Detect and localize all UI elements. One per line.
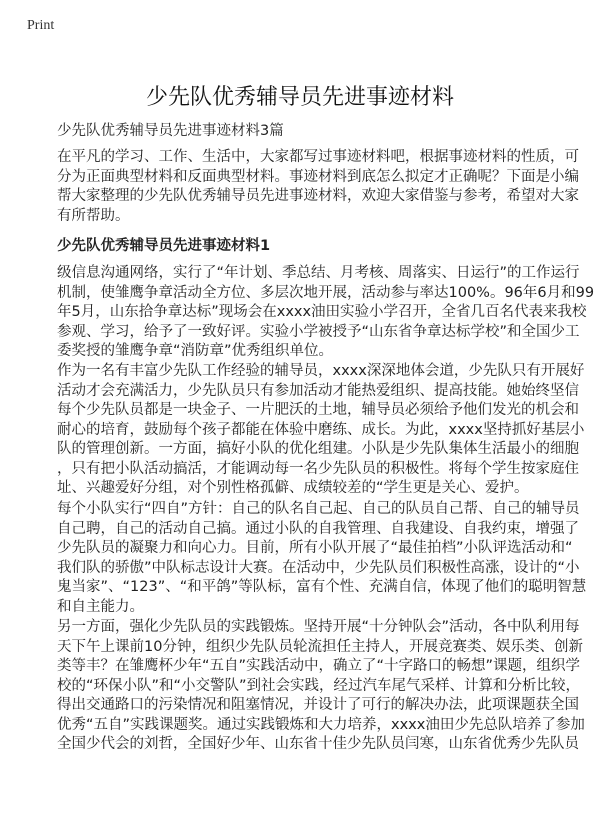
text-line: 少先队员的凝聚力和向心力。目前，所有小队开展了“最佳拍档”小队评选活动和“: [57, 540, 573, 556]
text-line: 分为正面典型材料和反面典型材料。事迹材料到底怎么拟定才正确呢？下面是小编: [57, 168, 579, 185]
text-line: 参观、学习，给予了一致好评。实验小学被授予“山东省争章达标学校”和全国少工: [57, 323, 580, 340]
text-line: 全国少代会的刘哲，全国好少年、山东省十佳少先队员闫寒，山东省优秀少先队员: [57, 736, 579, 752]
text-line: 我们队的骄傲”中队标志设计大赛。在活动中，少先队员们积极性高涨，设计的“小: [57, 559, 580, 576]
text-line: 机制，使雏鹰争章活动全方位、多层次地开展，活动参与率达100%。96年6月和99: [57, 284, 595, 301]
text-line: 帮大家整理的少先队优秀辅导员先进事迹材料，欢迎大家借鉴与参考，希望对大家: [57, 188, 579, 204]
text-line: 和自主能力。: [57, 598, 144, 615]
body-paragraph: [57, 618, 585, 755]
text-line: 委奖授的雏鹰争章“消防章”优秀组织单位。: [57, 343, 334, 359]
text-line: 优秀“五自”实践课题奖。通过实践锻炼和大力培养，xxxx油田少先总队培养了参加: [57, 716, 585, 733]
text-line: 类等丰？在雏鹰杯少年“五自”实践活动中，确立了“十字路口的畅想”课题，组织学: [57, 658, 581, 674]
text-line: 校的“环保小队”和“小交警队”到社会实践，经过汽车尾气采样、计算和分析比较，: [57, 677, 581, 694]
text-line: 在平凡的学习、工作、生活中，大家都写过事迹材料吧，根据事迹材料的性质，可: [57, 149, 579, 165]
body-paragraph: [57, 362, 585, 499]
intro-paragraph: [57, 148, 579, 226]
text-line: 耐心的培育，鼓励每个孩子都能在体验中磨练、成长。为此，xxxx坚持抓好基层小: [57, 421, 585, 438]
text-line: 址、兴趣爱好分组，对个别性格孤僻、成绩较差的“学生更是关心、爱护。: [57, 480, 529, 496]
text-line: 得出交通路口的污染情况和阻塞情况，并设计了可行的解决办法，此项课题获全国: [57, 697, 579, 713]
text-line: 级信息沟通网络，实行了“年计划、季总结、月考核、周落实、日运行”的工作运行: [57, 265, 580, 281]
text-line: 年5月，山东拾争章达标”现场会在xxxx油田实验小学召开，全省几百名代表来我校: [57, 304, 587, 320]
text-line: 作为一名有丰富少先队工作经验的辅导员，xxxx深深地体会道，少先队只有开展好: [57, 363, 585, 379]
text-line: 队的管理创新。一方面，搞好小队的优化组建。小队是少先队集体生活最小的细胞: [57, 441, 579, 457]
text-line: ，只有把小队活动搞活，才能调动每一名少先队员的积极性。将每个学生按家庭住: [57, 460, 579, 477]
text-line: 每个小队实行“四自”方针：自己的队名自己起、自己的队员自己帮、自己的辅导员: [57, 501, 580, 517]
section-heading: 少先队优秀辅导员先进事迹材料1: [57, 238, 271, 254]
text-line: 有所帮助。: [57, 207, 130, 224]
body-paragraph: [57, 264, 595, 362]
text-line: 自己聘，自己的活动自己搞。通过小队的自我管理、自我建设、自我约束，增强了: [57, 520, 579, 537]
text-line: 天下午上课前10分钟，组织少先队员轮流担任主持人，开展竞赛类、娱乐类、创新: [57, 638, 583, 655]
text-line: 活动才会充满活力，少先队员只有参加活动才能热爱组织、提高技能。她始终坚信: [57, 382, 579, 399]
document-title: 少先队优秀辅导员先进事迹材料: [145, 85, 454, 110]
document-subtitle: 少先队优秀辅导员先进事迹材料3篇: [57, 123, 284, 139]
text-line: 鬼当家”、“123”、“和平鸽”等队标，富有个性、充满自信，体现了他们的聪明智慧: [57, 579, 587, 595]
body-paragraph: [57, 500, 587, 617]
text-line: 每个少先队员都是一块金子、一片肥沃的土地，辅导员必须给予他们发光的机会和: [57, 402, 579, 418]
print-link[interactable]: Print: [27, 18, 55, 33]
text-line: 另一方面，强化少先队员的实践锻炼。坚持开展“十分钟队会”活动，各中队利用每: [57, 619, 580, 635]
